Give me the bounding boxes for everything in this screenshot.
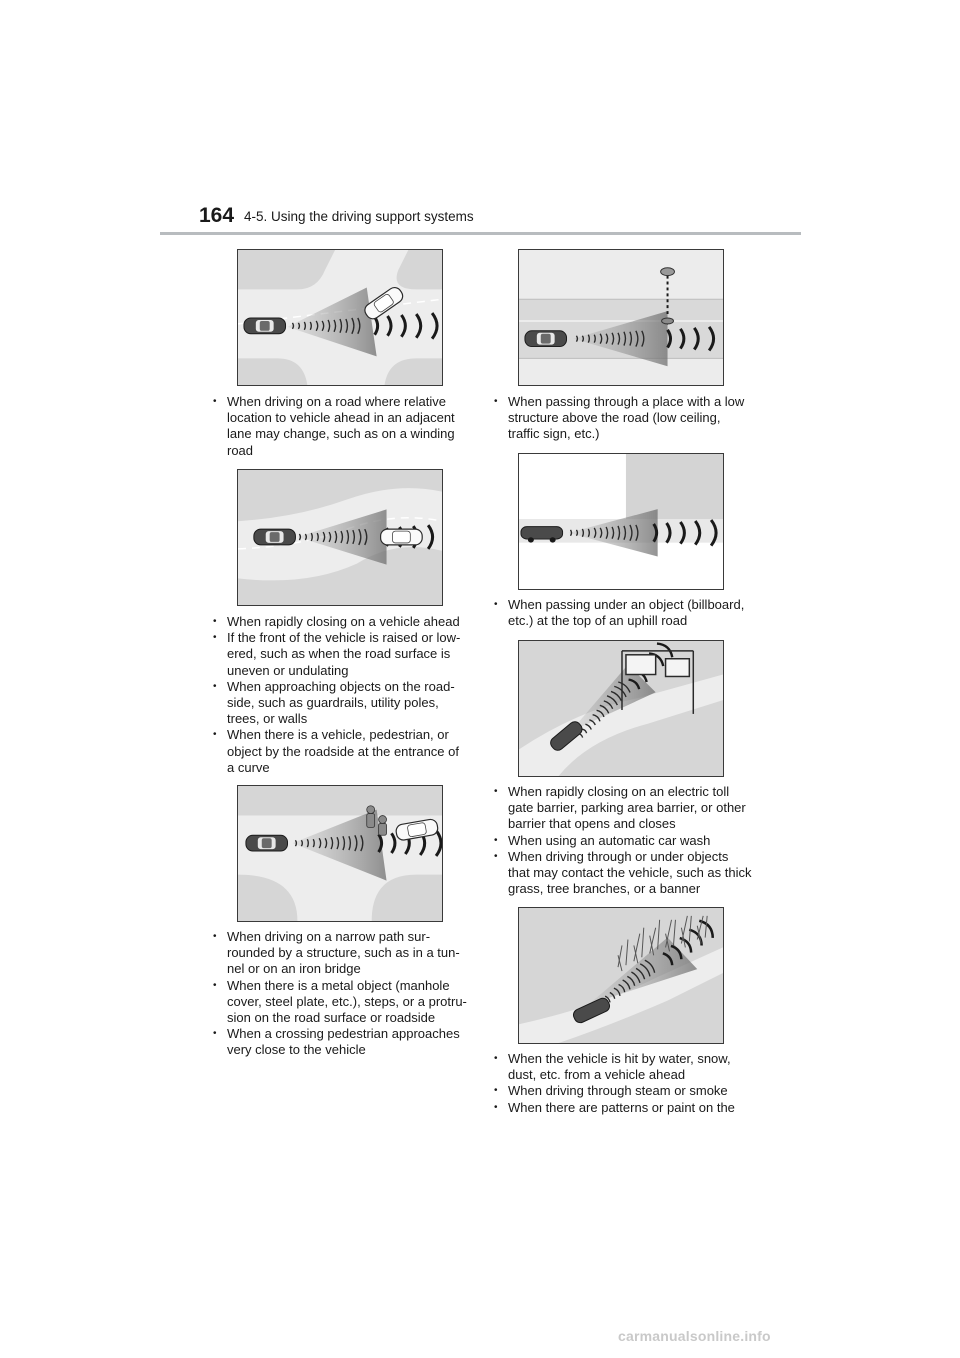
list-item: • When passing through a place with a low structure above the road (low ceiling, traffic sign, etc.): [491, 394, 753, 443]
figure-uphill-billboard: [518, 453, 724, 590]
list-item: • When rapidly closing on a vehicle ahead: [210, 614, 468, 630]
list-item: • When approaching objects on the road-side, such as guardrails, utility poles, trees, or walls: [210, 679, 468, 728]
list-item: • When using an automatic car wash: [491, 833, 753, 849]
right-bullet-list-1: [491, 394, 753, 443]
page-number: 164: [199, 204, 235, 227]
left-bullet-list-1: [210, 394, 468, 459]
list-item: • When there are patterns or paint on the: [491, 1100, 753, 1116]
figure-winding-road: [237, 469, 443, 606]
list-item: • When the vehicle is hit by water, snow, dust, etc. from a vehicle ahead: [491, 1051, 753, 1083]
list-item: • When driving on a road where relative location to vehicle ahead in an adjacent lane may change, such as on a winding road: [210, 394, 468, 459]
watermark: carmanualsonline.info: [618, 1328, 771, 1344]
header-rule: [160, 232, 801, 235]
list-item: • When driving through steam or smoke: [491, 1083, 753, 1099]
list-item: • If the front of the vehicle is raised or low-ered, such as when the road surface is uneven or undulating: [210, 630, 468, 679]
right-bullet-list-3: [491, 784, 753, 897]
list-item: • When there is a metal object (manhole cover, steel plate, etc.), steps, or a protru-sion on the road surface or roadside: [210, 978, 468, 1027]
list-item: • When a crossing pedestrian approaches very close to the vehicle: [210, 1026, 468, 1058]
left-bullet-list-2: [210, 614, 468, 776]
figure-intersection-adjacent-lane: [237, 249, 443, 386]
list-item: • When there is a vehicle, pedestrian, or object by the roadside at the entrance of a curve: [210, 727, 468, 776]
list-item: • When passing under an object (billboard, etc.) at the top of an uphill road: [491, 597, 753, 629]
section-title: 4-5. Using the driving support systems: [244, 209, 474, 224]
right-bullet-list-4: [491, 1051, 753, 1116]
figure-low-structure: [518, 249, 724, 386]
list-item: • When rapidly closing on an electric toll gate barrier, parking area barrier, or other barrier that opens and closes: [491, 784, 753, 833]
list-item: • When driving through or under objects that may contact the vehicle, such as thick grass, tree branches, or a banner: [491, 849, 753, 898]
figure-thick-grass: [518, 907, 724, 1044]
figure-toll-gate-barrier: [518, 640, 724, 777]
left-bullet-list-3: [210, 929, 468, 1059]
right-bullet-list-2: [491, 597, 753, 629]
list-item: • When driving on a narrow path sur-rounded by a structure, such as in a tun-nel or on an iron bridge: [210, 929, 468, 978]
figure-curve-entrance: [237, 785, 443, 922]
